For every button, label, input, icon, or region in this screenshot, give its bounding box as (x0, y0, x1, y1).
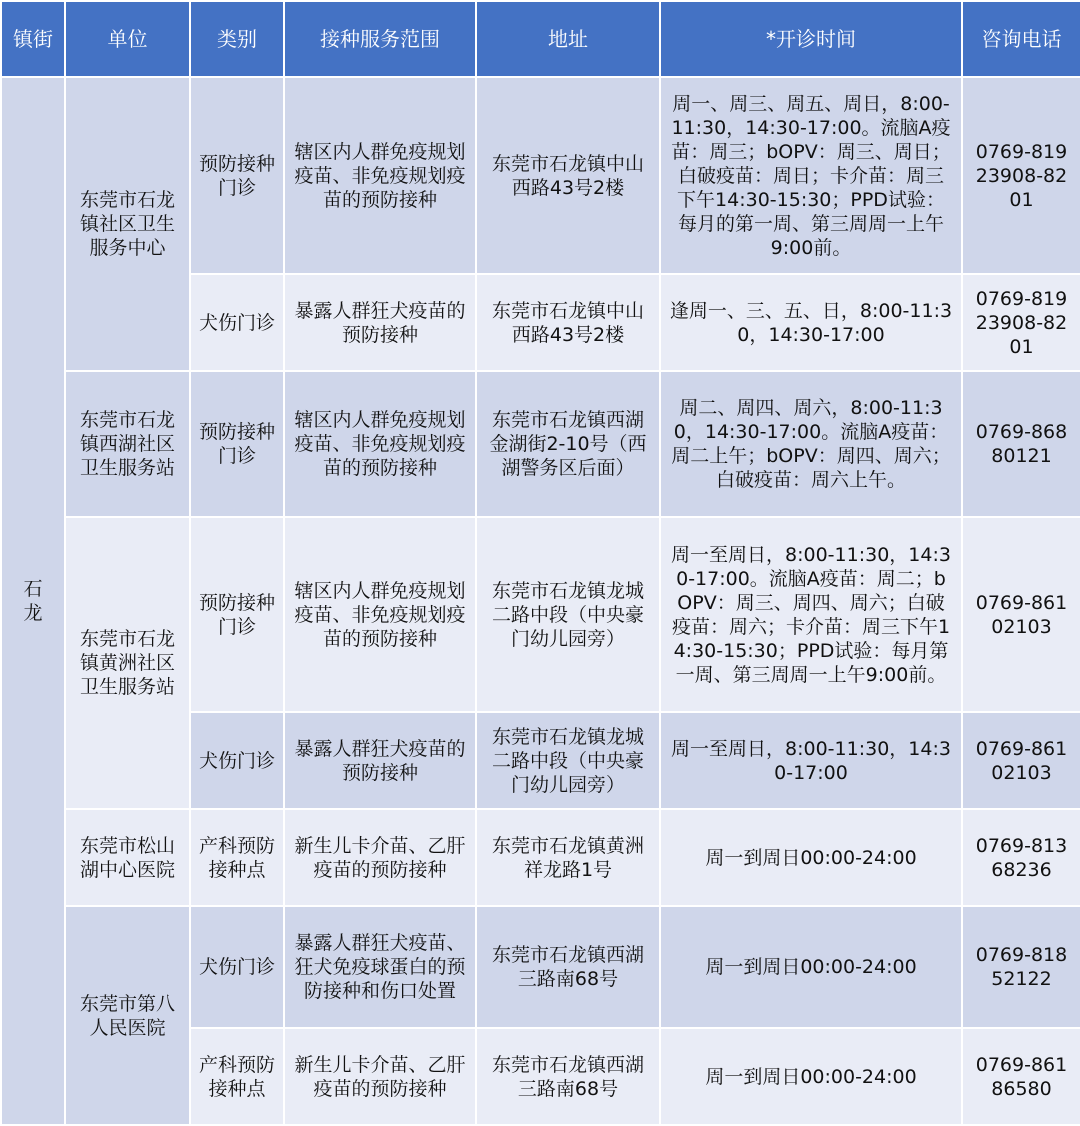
header-hours: *开诊时间 (660, 1, 962, 77)
phone-cell: 0769-81852122 (962, 906, 1080, 1028)
header-phone: 咨询电话 (962, 1, 1080, 77)
scope-cell: 暴露人群狂犬疫苗的预防接种 (284, 274, 476, 371)
town-cell (1, 77, 65, 1125)
header-scope: 接种服务范围 (284, 1, 476, 77)
phone-cell: 0769-81923908-8201 (962, 274, 1080, 371)
category-cell: 预防接种门诊 (190, 371, 284, 517)
address-cell: 东莞市石龙镇龙城二路中段（中央豪门幼儿园旁） (476, 712, 660, 809)
category-cell: 犬伤门诊 (190, 906, 284, 1028)
address-cell: 东莞市石龙镇黄洲祥龙路1号 (476, 809, 660, 906)
address-cell: 东莞市石龙镇龙城二路中段（中央豪门幼儿园旁） (476, 517, 660, 712)
town-label: 石龙 (23, 578, 43, 624)
unit-cell: 东莞市石龙镇黄洲社区卫生服务站 (65, 517, 190, 809)
hours-cell: 周一到周日00:00-24:00 (660, 1028, 962, 1125)
scope-cell: 暴露人群狂犬疫苗的预防接种 (284, 712, 476, 809)
hours-cell: 周二、周四、周六，8:00-11:30，14:30-17:00。流脑A疫苗：周二上午；bOPV：周四、周六；白破疫苗：周六上午。 (660, 371, 962, 517)
scope-cell: 新生儿卡介苗、乙肝疫苗的预防接种 (284, 809, 476, 906)
hours-cell: 周一到周日00:00-24:00 (660, 809, 962, 906)
hours-cell: 周一至周日，8:00-11:30，14:30-17:00。流脑A疫苗：周二；bOPV：周三、周四、周六；白破疫苗：周六；卡介苗：周三下午14:30-15:30；PPD试验：每月第一周、第三周周一上午9:00前。 (660, 517, 962, 712)
category-cell: 犬伤门诊 (190, 274, 284, 371)
table-row (1, 517, 1080, 712)
address-cell: 东莞市石龙镇中山西路43号2楼 (476, 77, 660, 274)
unit-cell: 东莞市石龙镇社区卫生服务中心 (65, 77, 190, 371)
category-cell: 预防接种门诊 (190, 77, 284, 274)
phone-cell: 0769-86102103 (962, 517, 1080, 712)
address-cell: 东莞市石龙镇西湖三路南68号 (476, 1028, 660, 1125)
scope-cell: 辖区内人群免疫规划疫苗、非免疫规划疫苗的预防接种 (284, 371, 476, 517)
category-cell: 产科预防接种点 (190, 1028, 284, 1125)
scope-cell: 新生儿卡介苗、乙肝疫苗的预防接种 (284, 1028, 476, 1125)
scope-cell: 辖区内人群免疫规划疫苗、非免疫规划疫苗的预防接种 (284, 77, 476, 274)
category-cell: 犬伤门诊 (190, 712, 284, 809)
hours-cell: 逢周一、三、五、日，8:00-11:30，14:30-17:00 (660, 274, 962, 371)
category-cell: 产科预防接种点 (190, 809, 284, 906)
phone-cell: 0769-86102103 (962, 712, 1080, 809)
table-row (1, 371, 1080, 517)
address-cell: 东莞市石龙镇西湖三路南68号 (476, 906, 660, 1028)
unit-cell: 东莞市松山湖中心医院 (65, 809, 190, 906)
hours-cell: 周一到周日00:00-24:00 (660, 906, 962, 1028)
hours-cell: 周一至周日，8:00-11:30，14:30-17:00 (660, 712, 962, 809)
address-cell: 东莞市石龙镇中山西路43号2楼 (476, 274, 660, 371)
unit-cell: 东莞市石龙镇西湖社区卫生服务站 (65, 371, 190, 517)
unit-cell: 东莞市第八人民医院 (65, 906, 190, 1125)
address-cell: 东莞市石龙镇西湖金湖街2-10号（西湖警务区后面） (476, 371, 660, 517)
phone-cell: 0769-81923908-8201 (962, 77, 1080, 274)
table-row (1, 809, 1080, 906)
header-town: 镇街 (1, 1, 65, 77)
phone-cell: 0769-86186580 (962, 1028, 1080, 1125)
header-address: 地址 (476, 1, 660, 77)
category-cell: 预防接种门诊 (190, 517, 284, 712)
hours-cell: 周一、周三、周五、周日，8:00-11:30，14:30-17:00。流脑A疫苗：周三；bOPV：周三、周日；白破疫苗：周日；卡介苗：周三下午14:30-15:30；PPD试验：每月的第一周、第三周周一上午9:00前。 (660, 77, 962, 274)
scope-cell: 辖区内人群免疫规划疫苗、非免疫规划疫苗的预防接种 (284, 517, 476, 712)
scope-cell: 暴露人群狂犬疫苗、狂犬免疫球蛋白的预防接种和伤口处置 (284, 906, 476, 1028)
header-category: 类别 (190, 1, 284, 77)
phone-cell: 0769-86880121 (962, 371, 1080, 517)
table-row (1, 77, 1080, 274)
phone-cell: 0769-81368236 (962, 809, 1080, 906)
header-unit: 单位 (65, 1, 190, 77)
table-row (1, 906, 1080, 1028)
header-row (1, 1, 1080, 77)
